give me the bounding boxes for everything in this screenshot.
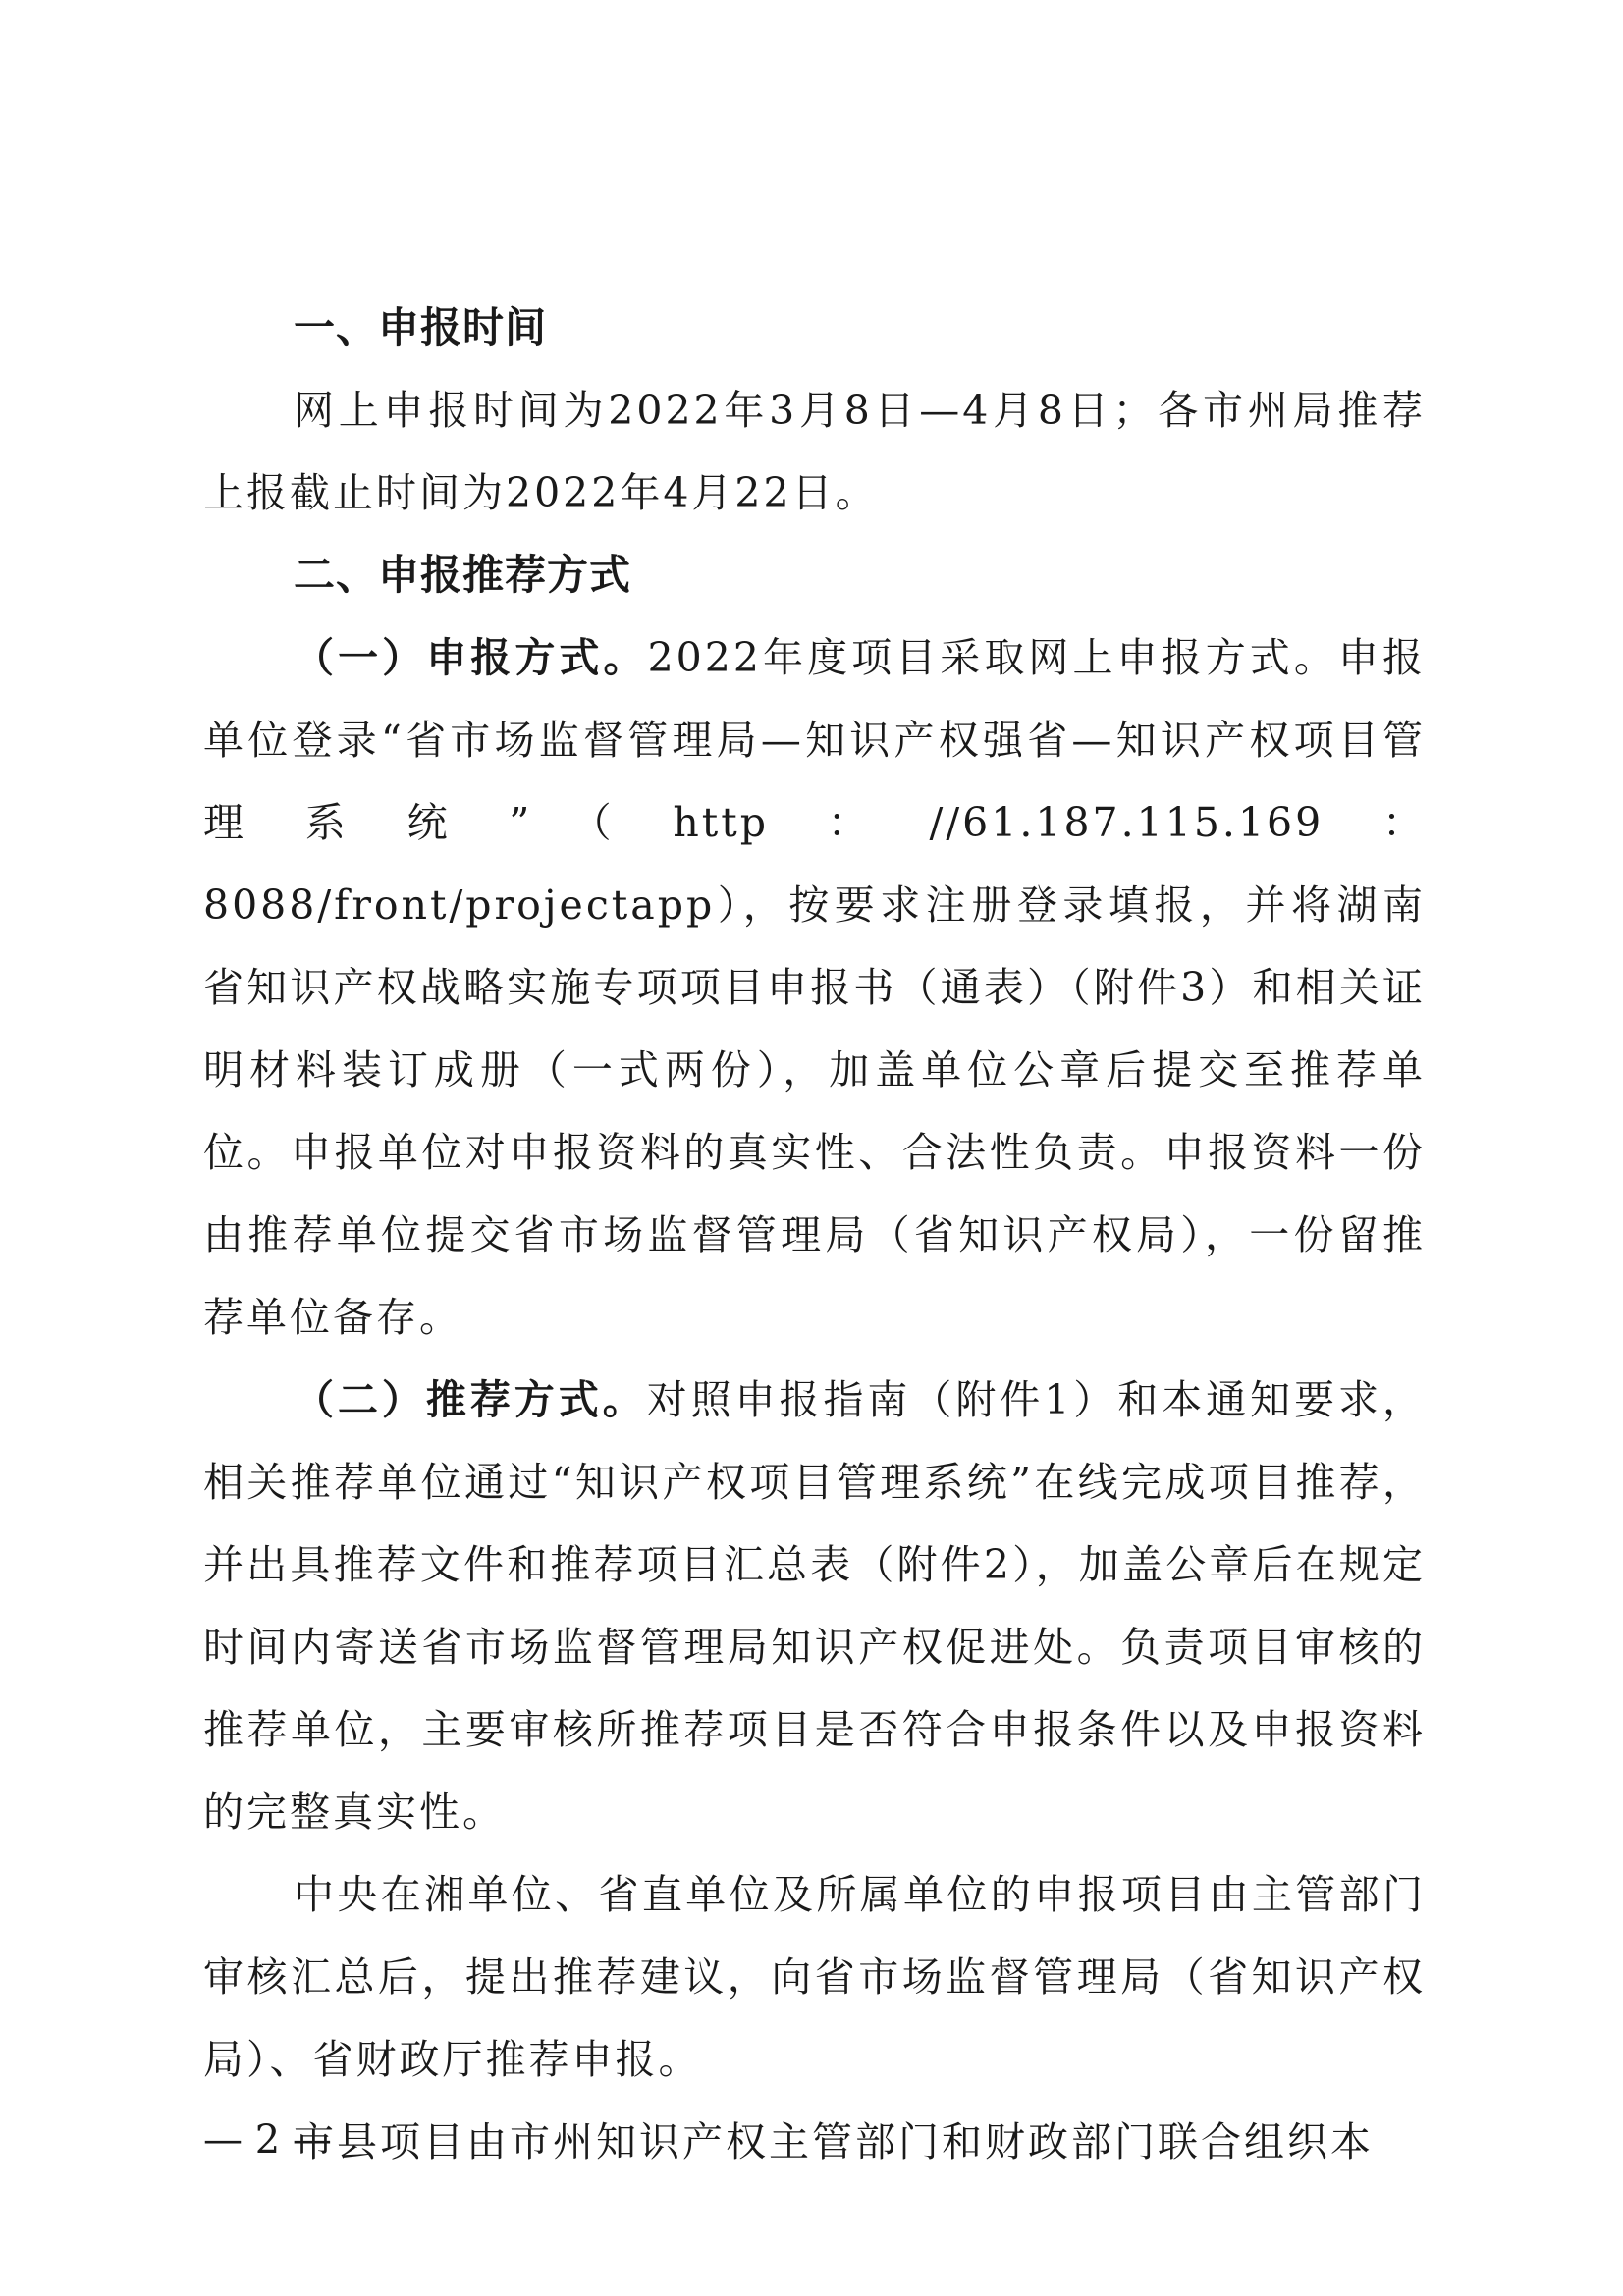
paragraph-city-county-projects: 市县项目由市州知识产权主管部门和财政部门联合组织本 — [294, 2118, 1374, 2165]
section-heading-recommendation-method: 二、申报推荐方式 — [294, 551, 632, 599]
document-body — [203, 287, 1426, 2183]
paragraph-lead: （一）申报方式。 — [294, 634, 648, 681]
page-number: — 2 — — [203, 2117, 332, 2163]
paragraph-lead: （二）推荐方式。 — [294, 1376, 647, 1423]
section-heading-application-time: 一、申报时间 — [294, 303, 548, 351]
paragraph-application-time: 网上申报时间为2022年3月8日—4月8日；各市州局推荐上报截止时间为2022年4月22日。 — [203, 387, 1426, 516]
paragraph-application-method: （一）申报方式。2022年度项目采取网上申报方式。申报单位登录“省市场监督管理局—知识产权强省—知识产权项目管理系统”（http：//61.187.115.169：8088/front/projectapp），按要求注册登录填报，并将湖南省知识产权战略实施专项项目申报书（通表）（附件3）和相关证明材料装订成册（一式两份），加盖单位公章后提交至推荐单位。申报单位对申报资料的真实性、合法性负责。申报资料一份由推荐单位提交省市场监督管理局（省知识产权局），一份留推荐单位备存。 — [203, 634, 1426, 1341]
paragraph-recommendation-method: （二）推荐方式。对照申报指南（附件1）和本通知要求，相关推荐单位通过“知识产权项目管理系统”在线完成项目推荐，并出具推荐文件和推荐项目汇总表（附件2），加盖公章后在规定时间内寄送省市场监督管理局知识产权促进处。负责项目审核的推荐单位，主要审核所推荐项目是否符合申报条件以及申报资料的完整真实性。 — [203, 1376, 1426, 1836]
paragraph-central-units: 中央在湘单位、省直单位及所属单位的申报项目由主管部门审核汇总后，提出推荐建议，向省市场监督管理局（省知识产权局）、省财政厅推荐申报。 — [203, 1871, 1426, 2083]
